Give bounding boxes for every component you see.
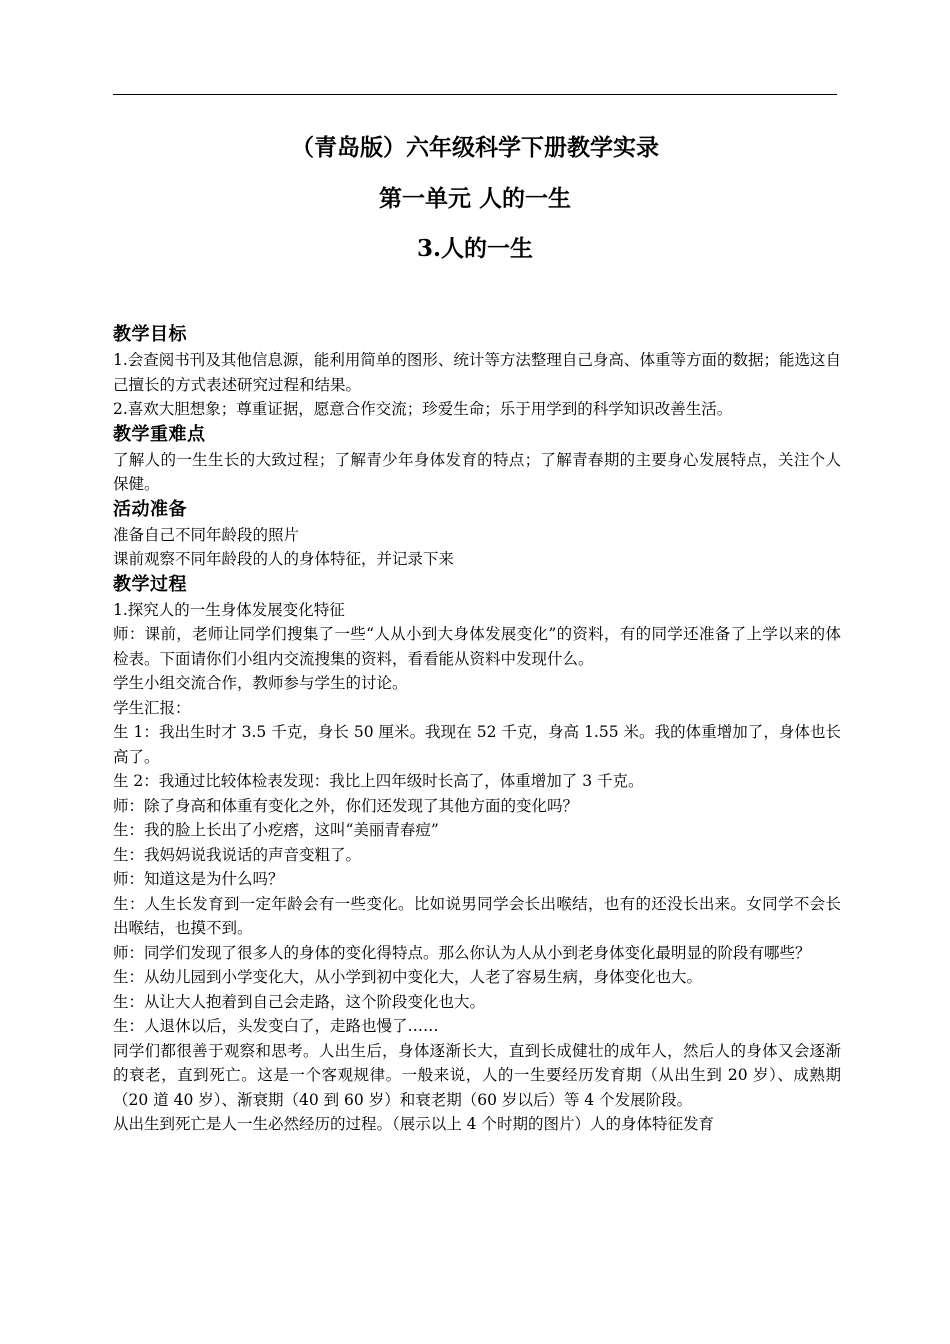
paragraph: 课前观察不同年龄段的人的身体特征，并记录下来 [113, 550, 455, 568]
lesson-title: 3.人的一生 [416, 235, 533, 262]
paragraph: 生：人生长发育到一定年龄会有一些变化。比如说男同学会长出喉结，也有的还没长出来。女同学不会长出喉结，也摸不到。 [113, 894, 841, 937]
paragraph: 生：从让大人抱着到自己会走路，这个阶段变化也大。 [113, 992, 486, 1011]
paragraph: 师：课前，老师让同学们搜集了一些“人从小到大身体发展变化”的资料，有的同学还准备了上学以来的体检表。下面请你们小组内交流搜集的资料，看看能从资料中发现什么。 [113, 625, 841, 668]
paragraph: 1.探究人的一生身体发展变化特征 [113, 600, 345, 619]
paragraph: 生：我的脸上长出了小疙瘩，这叫“美丽青春痘” [113, 821, 439, 839]
paragraph: 2.喜欢大胆想象；尊重证据，愿意合作交流；珍爱生命；乐于用学到的科学知识改善生活。 [113, 400, 733, 418]
paragraph: 了解人的一生生长的大致过程；了解青少年身体发育的特点；了解青春期的主要身心发展特点，关注个人保健。 [113, 450, 841, 493]
paragraph: 生：从幼儿园到小学变化大，从小学到初中变化大，人老了容易生病，身体变化也大。 [113, 968, 703, 986]
section-heading: 教学目标 [113, 324, 187, 345]
paragraph: 准备自己不同年龄段的照片 [113, 525, 300, 544]
paragraph: 学生小组交流合作，教师参与学生的讨论。 [113, 674, 408, 692]
paragraph: 师：除了身高和体重有变化之外，你们还发现了其他方面的变化吗？ [113, 796, 579, 815]
section-heading: 教学重难点 [113, 423, 206, 445]
paragraph: 同学们都很善于观察和思考。人出生后，身体逐渐长大，直到长成健壮的成年人，然后人的身体又会逐渐的衰老，直到死亡。这是一个客观规律。一般来说，人的一生要经历发育期（从出生到 20 岁）、成熟期（20 道 40 岁）、渐衰期（40 到 60 岁）和衰老期（60 岁以后）等 4 个发展阶段。 [113, 1041, 841, 1109]
paragraph: 师：同学们发现了很多人的身体的变化得特点。那么你认为人从小到老身体变化最明显的阶段有哪些？ [113, 943, 811, 962]
section-teaching-goals [113, 322, 841, 422]
section-teaching-process [113, 572, 841, 1137]
paragraph: 生 2：我通过比较体检表发现：我比上四年级时长高了，体重增加了 3 千克。 [113, 772, 644, 790]
paragraph: 生：人退休以后，头发变白了，走路也慢了…… [113, 1017, 439, 1035]
section-heading: 教学过程 [113, 573, 187, 595]
unit-title: 第一单元 人的一生 [378, 185, 571, 212]
section-key-points [113, 422, 841, 497]
paragraph: 学生汇报： [113, 698, 191, 717]
paragraph: 师：知道这是为什么吗？ [113, 870, 284, 888]
paragraph: 生：我妈妈说我说话的声音变粗了。 [113, 845, 362, 864]
paragraph: 从出生到死亡是人一生必然经历的过程。（展示以上 4 个时期的图片）人的身体特征发育 [113, 1115, 714, 1133]
document-title: （青岛版）六年级科学下册教学实录 [291, 134, 659, 161]
paragraph: 生 1：我出生时才 3.5 千克，身长 50 厘米。我现在 52 千克，身高 1.55 米。我的体重增加了，身体也长高了。 [113, 723, 841, 766]
header-rule [113, 94, 837, 95]
section-heading: 活动准备 [113, 498, 187, 520]
paragraph: 1.会查阅书刊及其他信息源，能利用简单的图形、统计等方法整理自己身高、体重等方面的数据；能选这自己擅长的方式表述研究过程和结果。 [113, 351, 841, 394]
section-preparation [113, 497, 841, 572]
document-body [113, 322, 841, 1137]
